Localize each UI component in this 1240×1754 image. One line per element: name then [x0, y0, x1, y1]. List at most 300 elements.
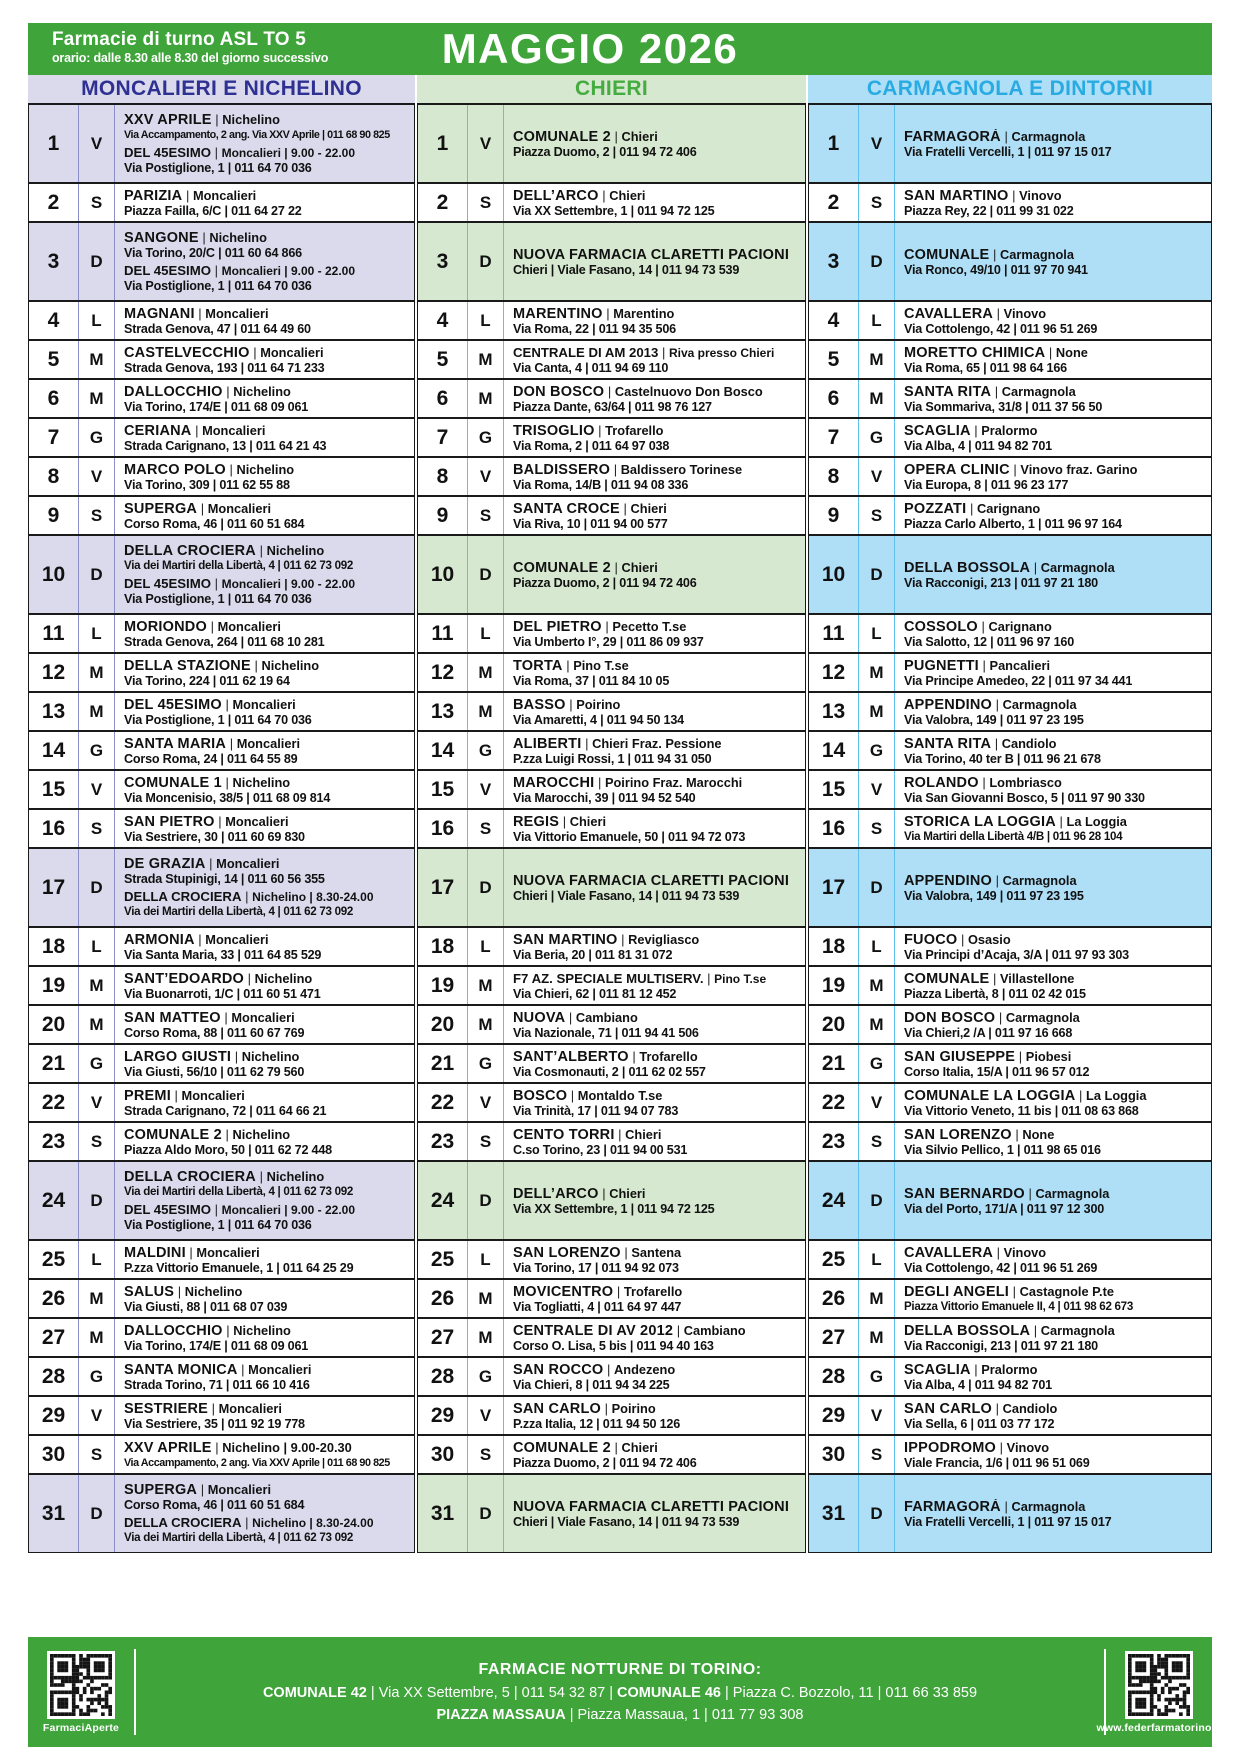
pharmacy-name: CAVALLERA	[904, 305, 994, 322]
day-row	[418, 1043, 805, 1082]
pharmacy-town: None	[1022, 1126, 1055, 1142]
day-row	[809, 1473, 1211, 1552]
day-row	[29, 339, 414, 378]
pharmacy-name-line	[904, 306, 1207, 322]
pharmacy-name-line	[124, 306, 410, 322]
pharmacy-cell	[504, 654, 805, 691]
footer-line: COMUNALE 42 | Via XX Settembre, 5 | 011 54 32 87 | COMUNALE 46 | Piazza C. Bozzolo, 11 | 011 66 33 859	[262, 1685, 978, 1701]
pipe-separator: |	[194, 305, 206, 321]
pharmacy-name: TORTA	[513, 657, 563, 674]
pharmacy-name: CENTRALE DI AV 2012	[513, 1322, 674, 1339]
pharmacy-name-line	[124, 384, 410, 400]
pharmacy-entry	[904, 423, 1207, 453]
pipe-separator: |	[957, 931, 968, 947]
pharmacy-name: DON BOSCO	[904, 1009, 996, 1026]
pharmacy-name-line	[513, 1284, 801, 1300]
day-row	[809, 1278, 1211, 1317]
day-row	[418, 495, 805, 534]
pharmacy-name-line	[904, 1127, 1207, 1143]
pharmacy-name-line	[124, 1323, 410, 1339]
pharmacy-town: Moncalieri | 9.00 - 22.00	[221, 1203, 356, 1217]
pharmacy-address: Via Torino, 174/E | 011 68 09 061	[124, 399, 309, 414]
pharmacy-entry	[513, 501, 801, 531]
day-number: 9	[29, 497, 79, 534]
day-row	[418, 534, 805, 613]
pipe-separator: |	[603, 1361, 615, 1377]
pharmacy-cell	[115, 1006, 414, 1043]
pharmacy-name-line	[513, 560, 801, 576]
pharmacy-entry	[904, 814, 1207, 844]
pharmacy-address: Viale Francia, 1/6 | 011 96 51 069	[904, 1455, 1090, 1470]
day-letter: G	[79, 732, 115, 769]
pharmacy-name-line	[124, 1169, 410, 1185]
top-banner	[28, 23, 1212, 75]
pharmacy-town: Moncalieri	[231, 1009, 295, 1025]
day-number: 31	[29, 1475, 79, 1552]
pharmacy-address: Via Togliatti, 4 | 011 64 97 447	[513, 1299, 682, 1314]
day-letter: S	[859, 810, 895, 847]
pharmacy-entry	[124, 1049, 410, 1079]
pharmacy-entry	[904, 1440, 1207, 1470]
pharmacy-name: XXV APRILE	[124, 1439, 212, 1456]
pharmacy-entry	[124, 423, 410, 453]
pharmacy-entry	[124, 230, 410, 260]
pharmacy-cell	[895, 1162, 1211, 1239]
pharmacy-town: Pino T.se	[714, 971, 767, 986]
pharmacy-name-line	[124, 112, 410, 128]
day-number: 5	[29, 341, 79, 378]
pharmacy-cell	[115, 419, 414, 456]
pharmacy-name-line	[513, 306, 801, 322]
day-letter: M	[859, 341, 895, 378]
day-row	[29, 1356, 414, 1395]
day-number: 27	[418, 1319, 468, 1356]
day-letter: M	[859, 1006, 895, 1043]
pharmacy-entry	[904, 384, 1207, 414]
pharmacy-town: Moncalieri	[225, 813, 289, 829]
pharmacy-name: PUGNETTI	[904, 657, 979, 674]
pharmacy-name-line	[904, 1186, 1207, 1202]
pharmacy-town: Carignano	[988, 618, 1052, 634]
banner-left-text	[52, 28, 328, 66]
day-letter: V	[79, 105, 115, 182]
qr-code-icon	[47, 1651, 115, 1719]
day-row	[809, 221, 1211, 300]
pharmacy-town: Chieri	[621, 559, 658, 575]
day-letter: V	[468, 105, 504, 182]
pipe-separator: |	[198, 230, 210, 245]
pipe-separator: |	[244, 970, 255, 986]
pharmacy-address: Piazza Libertà, 8 | 011 02 42 015	[904, 986, 1086, 1001]
pharmacy-entry	[513, 384, 801, 414]
day-letter: M	[468, 1006, 504, 1043]
pipe-separator: |	[562, 657, 574, 673]
pharmacy-name-line	[513, 1245, 801, 1261]
pharmacy-name: BASSO	[513, 696, 566, 713]
pharmacy-town: Moncalieri	[207, 500, 272, 516]
pharmacy-entry	[904, 932, 1207, 962]
pharmacy-entry	[904, 1088, 1207, 1118]
day-number: 4	[29, 302, 79, 339]
day-row	[809, 300, 1211, 339]
day-letter: L	[468, 615, 504, 652]
pharmacy-name: NUOVA FARMACIA CLARETTI PACIONI	[513, 872, 790, 889]
pharmacy-address: Via Accampamento, 2 ang. Via XXV Aprile | 011 68 90 825	[124, 129, 390, 141]
day-letter: V	[859, 458, 895, 495]
pharmacy-name: MAROCCHI	[513, 774, 595, 791]
pharmacy-name: MAGNANI	[124, 305, 195, 322]
qr-code-svg	[50, 1654, 112, 1716]
pharmacy-town: Cambiano	[683, 1322, 746, 1338]
pharmacy-name: SAN MARTINO	[904, 187, 1009, 204]
pharmacy-cell	[504, 732, 805, 769]
pharmacy-entry	[124, 306, 410, 336]
pharmacy-cell	[895, 928, 1211, 965]
pharmacy-entry	[904, 775, 1207, 805]
pharmacy-town: La Loggia	[1086, 1087, 1147, 1103]
pharmacy-name: SAN LORENZO	[904, 1126, 1012, 1143]
day-letter: S	[79, 1123, 115, 1160]
day-number: 24	[809, 1162, 859, 1239]
pharmacy-cell	[115, 1358, 414, 1395]
pharmacy-cell	[504, 1475, 805, 1552]
pharmacy-town: Nichelino	[254, 970, 313, 986]
day-number: 5	[418, 341, 468, 378]
pipe-separator: |	[993, 305, 1004, 321]
pharmacy-town: Vinovo	[1003, 305, 1047, 321]
day-number: 7	[29, 419, 79, 456]
pharmacy-town: Carmagnola	[1035, 1185, 1110, 1201]
pharmacy-cell	[895, 1475, 1211, 1552]
day-letter: D	[859, 223, 895, 300]
pharmacy-address: Via Sommariva, 31/8 | 011 37 56 50	[904, 399, 1103, 414]
pharmacy-entry	[904, 1127, 1207, 1157]
day-number: 21	[809, 1045, 859, 1082]
day-letter: S	[79, 810, 115, 847]
day-row	[418, 965, 805, 1004]
pharmacy-address: Via Principe Amedeo, 22 | 011 97 34 441	[904, 673, 1133, 688]
pharmacy-address: Via Buonarroti, 1/C | 011 60 51 471	[124, 986, 321, 1001]
pipe-separator: |	[992, 1400, 1003, 1416]
day-letter: D	[859, 536, 895, 613]
day-row	[809, 1160, 1211, 1239]
day-row	[418, 1082, 805, 1121]
pharmacy-town: Carmagnola	[1040, 1322, 1115, 1338]
pharmacy-entry	[904, 1284, 1207, 1314]
pharmacy-name: ARMONIA	[124, 931, 195, 948]
pharmacy-name: DEL 45ESIMO	[124, 263, 211, 278]
day-number: 29	[809, 1397, 859, 1434]
pharmacy-address: Via Accampamento, 2 ang. Via XXV Aprile | 011 68 90 825	[124, 1456, 390, 1469]
pipe-separator: |	[250, 657, 262, 673]
pharmacy-name-line	[904, 501, 1207, 517]
pipe-separator: |	[594, 422, 606, 438]
pharmacy-town: Trofarello	[623, 1283, 683, 1299]
pharmacy-name: LARGO GIUSTI	[124, 1048, 232, 1065]
pharmacy-name-line	[513, 1401, 801, 1417]
pharmacy-entry	[513, 1245, 801, 1275]
day-letter: M	[468, 341, 504, 378]
day-row	[29, 926, 414, 965]
pharmacy-name: MARENTINO	[513, 305, 603, 322]
pipe-separator: |	[220, 1009, 232, 1025]
pharmacy-cell	[504, 184, 805, 221]
day-row	[809, 613, 1211, 652]
pharmacy-cell	[115, 536, 414, 613]
day-row	[418, 1473, 805, 1552]
day-letter: M	[468, 1280, 504, 1317]
pipe-separator: |	[197, 1482, 208, 1497]
pharmacy-town: Moncalieri	[232, 696, 296, 712]
day-number: 3	[418, 223, 468, 300]
pharmacy-name-line	[124, 145, 410, 161]
pipe-separator: |	[567, 1087, 578, 1103]
day-row	[29, 652, 414, 691]
pharmacy-address: Via Trinità, 17 | 011 94 07 783	[513, 1103, 679, 1118]
pharmacy-town: Nichelino	[233, 383, 291, 399]
day-letter: G	[79, 1358, 115, 1395]
pharmacy-address: Via Postiglione, 1 | 011 64 70 036	[124, 161, 312, 175]
pharmacy-cell	[895, 654, 1211, 691]
pharmacy-name-line	[513, 1127, 801, 1143]
day-row	[29, 1043, 414, 1082]
pharmacy-cell	[115, 1162, 414, 1239]
day-row	[809, 965, 1211, 1004]
day-row	[29, 182, 414, 221]
day-letter: M	[79, 967, 115, 1004]
pharmacy-name: SAN ROCCO	[513, 1361, 604, 1378]
day-number: 4	[809, 302, 859, 339]
pharmacy-town: Baldissero Torinese	[620, 461, 743, 477]
pharmacy-town: Nichelino	[266, 543, 325, 558]
pharmacy-name: REGIS	[513, 813, 560, 830]
day-row	[418, 182, 805, 221]
pharmacy-address: Via Postiglione, 1 | 011 64 70 036	[124, 592, 312, 606]
pharmacy-name: XXV APRILE	[124, 112, 212, 128]
pharmacy-name-line	[124, 932, 410, 948]
pharmacy-name: DEL 45ESIMO	[124, 696, 222, 713]
pharmacy-town: La Loggia	[1066, 813, 1127, 829]
day-row	[418, 926, 805, 965]
pharmacy-name-line	[513, 1362, 801, 1378]
pharmacy-cell	[504, 105, 805, 182]
day-number: 3	[809, 223, 859, 300]
day-letter: D	[468, 1475, 504, 1552]
day-number: 20	[29, 1006, 79, 1043]
pharmacy-address: Via Racconigi, 213 | 011 97 21 180	[904, 1338, 1098, 1353]
pharmacy-cell	[504, 1241, 805, 1278]
day-letter: D	[468, 536, 504, 613]
pharmacy-town: Carmagnola	[999, 246, 1074, 262]
day-number: 7	[809, 419, 859, 456]
pharmacy-entry	[513, 1362, 801, 1392]
pipe-separator: |	[601, 1400, 612, 1416]
day-number: 10	[418, 536, 468, 613]
pharmacy-name-line	[124, 345, 410, 361]
pharmacy-address: Strada Carignano, 13 | 011 64 21 43	[124, 438, 327, 453]
pharmacy-name: DELL’ARCO	[513, 187, 599, 204]
day-number: 29	[29, 1397, 79, 1434]
pharmacy-name: COMUNALE 2	[124, 1126, 222, 1143]
pipe-separator: |	[673, 1322, 684, 1338]
day-letter: M	[468, 967, 504, 1004]
pipe-separator: |	[1075, 1087, 1087, 1103]
pipe-separator: |	[598, 187, 610, 203]
pharmacy-name: APPENDINO	[904, 872, 993, 889]
day-letter: V	[468, 771, 504, 808]
pharmacy-cell	[895, 693, 1211, 730]
pharmacy-entry	[124, 932, 410, 962]
pharmacy-name-line	[124, 543, 410, 559]
pharmacy-name-line	[124, 856, 410, 872]
day-row	[29, 378, 414, 417]
pharmacy-name-line	[513, 775, 801, 791]
day-letter: M	[859, 1319, 895, 1356]
pharmacy-town: Chieri	[621, 128, 658, 144]
qr-right-label: www.federfarmatorino.it	[1096, 1721, 1222, 1734]
pharmacy-address: Via Giusti, 88 | 011 68 07 039	[124, 1299, 288, 1314]
pharmacy-name: CAVALLERA	[904, 1244, 994, 1261]
pharmacy-name: APPENDINO	[904, 696, 993, 713]
pipe-separator: |	[241, 889, 253, 904]
day-row	[418, 847, 805, 926]
pharmacy-address: Via Torino, 309 | 011 62 55 88	[124, 477, 290, 492]
pipe-separator: |	[210, 263, 222, 278]
pharmacy-name: PARIZIA	[124, 187, 183, 204]
day-letter: G	[79, 419, 115, 456]
pharmacy-cell	[504, 302, 805, 339]
pharmacy-cell	[895, 184, 1211, 221]
pharmacy-town: Osasio	[967, 931, 1011, 947]
pharmacy-town: Nichelino	[266, 1169, 325, 1184]
day-letter: G	[468, 1358, 504, 1395]
day-row	[29, 300, 414, 339]
day-letter: G	[859, 1045, 895, 1082]
day-number: 15	[29, 771, 79, 808]
day-number: 19	[29, 967, 79, 1004]
pharmacy-name: DELLA CROCIERA	[124, 1169, 256, 1185]
pipe-separator: |	[241, 1515, 253, 1530]
pharmacy-name-line	[904, 697, 1207, 713]
pipe-separator: |	[1024, 1185, 1036, 1201]
pharmacy-name-line	[904, 129, 1207, 145]
day-row	[418, 691, 805, 730]
pharmacy-name-line	[904, 814, 1207, 830]
pharmacy-name: BOSCO	[513, 1087, 568, 1104]
day-number: 28	[809, 1358, 859, 1395]
day-letter: D	[859, 1475, 895, 1552]
day-number: 27	[29, 1319, 79, 1356]
pharmacy-entry	[124, 263, 410, 293]
day-row	[809, 1121, 1211, 1160]
day-number: 22	[418, 1084, 468, 1121]
day-letter: S	[79, 497, 115, 534]
pharmacy-entry	[124, 1482, 410, 1512]
pharmacy-town: Moncalieri	[248, 1361, 312, 1377]
day-row	[418, 1278, 805, 1317]
pharmacy-address: Piazza Duomo, 2 | 011 94 72 406	[513, 144, 697, 159]
pharmacy-name-line	[124, 658, 410, 674]
pharmacy-name-line	[904, 345, 1207, 361]
pharmacy-name-line	[513, 423, 801, 439]
pharmacy-entry	[124, 856, 410, 886]
pharmacy-address: Via Giusti, 56/10 | 011 62 79 560	[124, 1064, 305, 1079]
pharmacy-name: SANTA MONICA	[124, 1361, 238, 1378]
pharmacy-name: DALLOCCHIO	[124, 383, 223, 400]
pipe-separator: |	[222, 383, 234, 399]
pharmacy-name: MALDINI	[124, 1244, 186, 1261]
pharmacy-town: Moncalieri	[181, 1087, 245, 1103]
day-letter: L	[859, 928, 895, 965]
pharmacy-cell	[115, 341, 414, 378]
pharmacy-cell	[895, 967, 1211, 1004]
pipe-separator: |	[214, 813, 226, 829]
day-row	[418, 103, 805, 182]
pharmacy-town: Nichelino	[261, 657, 320, 673]
pharmacy-address: Via XX Settembre, 1 | 011 94 72 125	[513, 203, 715, 218]
pharmacy-name-line	[513, 129, 801, 145]
pharmacy-name-line	[124, 1401, 410, 1417]
pharmacy-name-line	[904, 736, 1207, 752]
pipe-separator: |	[977, 618, 989, 634]
pharmacy-entry	[513, 1401, 801, 1431]
pharmacy-name-line	[904, 1440, 1207, 1456]
pipe-separator: |	[1008, 187, 1020, 203]
day-letter: D	[468, 223, 504, 300]
day-number: 11	[418, 615, 468, 652]
pharmacy-entry	[904, 306, 1207, 336]
pharmacy-cell	[504, 1436, 805, 1473]
pharmacy-name: DEL 45ESIMO	[124, 1202, 211, 1217]
pipe-separator: |	[210, 145, 222, 160]
pharmacy-cell	[504, 497, 805, 534]
pharmacy-cell	[504, 967, 805, 1004]
pharmacy-entry	[904, 697, 1207, 727]
day-row	[418, 652, 805, 691]
pharmacy-town: Nichelino	[184, 1283, 243, 1299]
pharmacy-entry	[513, 129, 801, 159]
pharmacy-cell	[504, 458, 805, 495]
pharmacy-entry	[124, 1127, 410, 1157]
day-letter: L	[79, 1241, 115, 1278]
pharmacy-address: Strada Genova, 47 | 011 64 49 60	[124, 321, 311, 336]
day-row	[418, 769, 805, 808]
day-number: 2	[29, 184, 79, 221]
pharmacy-name: SAN LORENZO	[513, 1244, 621, 1261]
pharmacy-cell	[115, 693, 414, 730]
pharmacy-name: SCAGLIA	[904, 1361, 971, 1378]
qr-code-icon	[1125, 1651, 1193, 1719]
pharmacy-town: Trofarello	[605, 422, 664, 438]
pharmacy-town: Moncalieri	[205, 305, 269, 321]
pipe-separator: |	[191, 422, 203, 438]
pharmacy-cell	[115, 1241, 414, 1278]
pharmacy-entry	[513, 932, 801, 962]
pharmacy-address: Piazza Dante, 63/64 | 011 98 76 127	[513, 399, 712, 414]
day-letter: V	[468, 458, 504, 495]
day-letter: S	[79, 184, 115, 221]
day-row	[29, 730, 414, 769]
pharmacy-entry	[124, 384, 410, 414]
day-letter: D	[79, 536, 115, 613]
pharmacy-name: COSSOLO	[904, 618, 978, 635]
pharmacy-entry	[124, 658, 410, 688]
pharmacy-cell	[504, 928, 805, 965]
pharmacy-address: Via Principi d’Acaja, 3/A | 011 97 93 303	[904, 947, 1129, 962]
pharmacy-name-line	[513, 247, 801, 263]
pharmacy-name-line	[904, 384, 1207, 400]
pharmacy-address: Via Canta, 4 | 011 94 69 110	[513, 360, 669, 375]
